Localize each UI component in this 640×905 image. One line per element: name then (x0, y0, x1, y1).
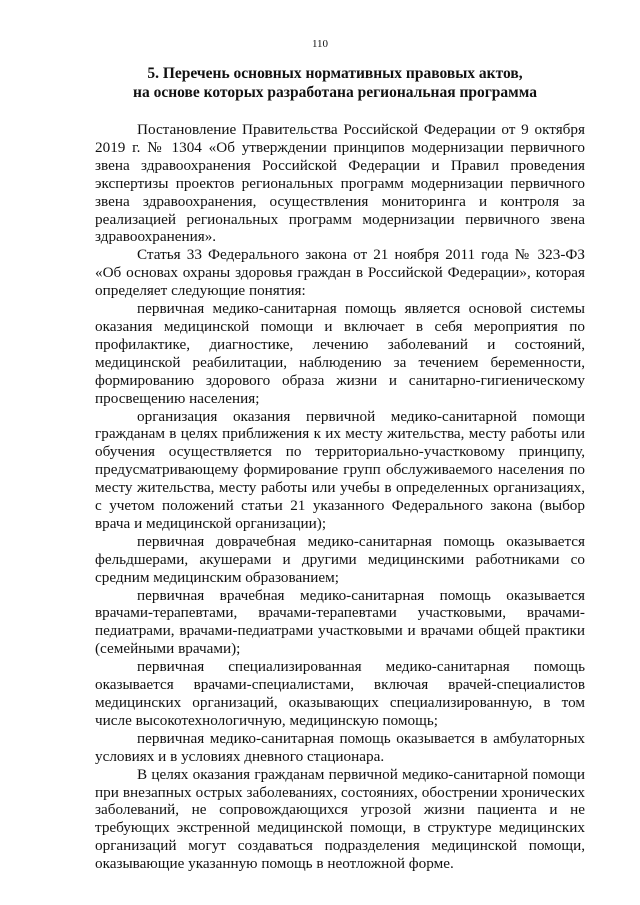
paragraph-pre-medical-care: первичная доврачебная медико-санитарная помощь оказывается фельдшерами, акушерами и другими медицинскими работниками со средним медицинским образованием; (95, 532, 585, 586)
paragraph-urgent-care-units: В целях оказания гражданам первичной медико-санитарной помощи при внезапных острых заболеваниях, состояниях, обострении хронических заболеваний, не сопровождающихся угрозой жизни пациента и не требующих экстренной медицинской помощи, в структуре медицинских организаций могут создаваться подразделения медицинской помощи, оказывающие указанную помощь в неотложной форме. (95, 765, 585, 873)
paragraph-medical-care: первичная врачебная медико-санитарная помощь оказывается врачами-терапевтами, врачами-терапевтами участковыми, врачами-педиатрами, врачами-педиатрами участковыми и врачами общей практики (семейными врачами); (95, 586, 585, 658)
paragraph-federal-law-article: Статья 33 Федерального закона от 21 ноября 2011 года № 323-ФЗ «Об основах охраны здоровья граждан в Российской Федерации», которая определяет следующие понятия: (95, 246, 585, 300)
paragraph-government-decree: Постановление Правительства Российской Федерации от 9 октября 2019 г. № 1304 «Об утверждении принципов модернизации первичного звена здравоохранения Российской Федерации и Правил проведения экспертизы проектов региональных программ модернизации первичного звена здравоохранения, осуществления мониторинга и контроля за реализацией региональных программ модернизации первичного звена здравоохранения». (95, 121, 585, 246)
paragraph-specialized-care: первичная специализированная медико-санитарная помощь оказывается врачами-специалистами, включая врачей-специалистов медицинских организаций, оказывающих специализированную, в том числе высокотехнологичную, медицинскую помощь; (95, 658, 585, 729)
section-heading-line-1: 5. Перечень основных нормативных правовых актов, (147, 65, 523, 82)
paragraph-outpatient-conditions: первичная медико-санитарная помощь оказывается в амбулаторных условиях и в условиях дневного стационара. (95, 729, 585, 765)
paragraph-care-organization: организация оказания первичной медико-санитарной помощи гражданам в целях приближения к их месту жительства, месту работы или обучения осуществляется по территориально-участковому принципу, предусматривающему формирование групп обслуживаемого населения по месту жительства, месту работы или учебы в определенных организациях, с учетом положений статьи 21 указанного Федерального закона (выбор врача и медицинской организации); (95, 407, 585, 532)
section-heading-line-2: на основе которых разработана региональная программа (133, 84, 537, 101)
paragraph-primary-care-definition: первичная медико-санитарная помощь является основой системы оказания медицинской помощи и включает в себя мероприятия по профилактике, диагностике, лечению заболеваний и состояний, медицинской реабилитации, наблюдению за течением беременности, формированию здорового образа жизни и санитарно-гигиеническому просвещению населения; (95, 300, 585, 407)
page-number: 110 (311, 38, 329, 50)
document-body (95, 121, 585, 873)
section-heading (100, 64, 570, 102)
